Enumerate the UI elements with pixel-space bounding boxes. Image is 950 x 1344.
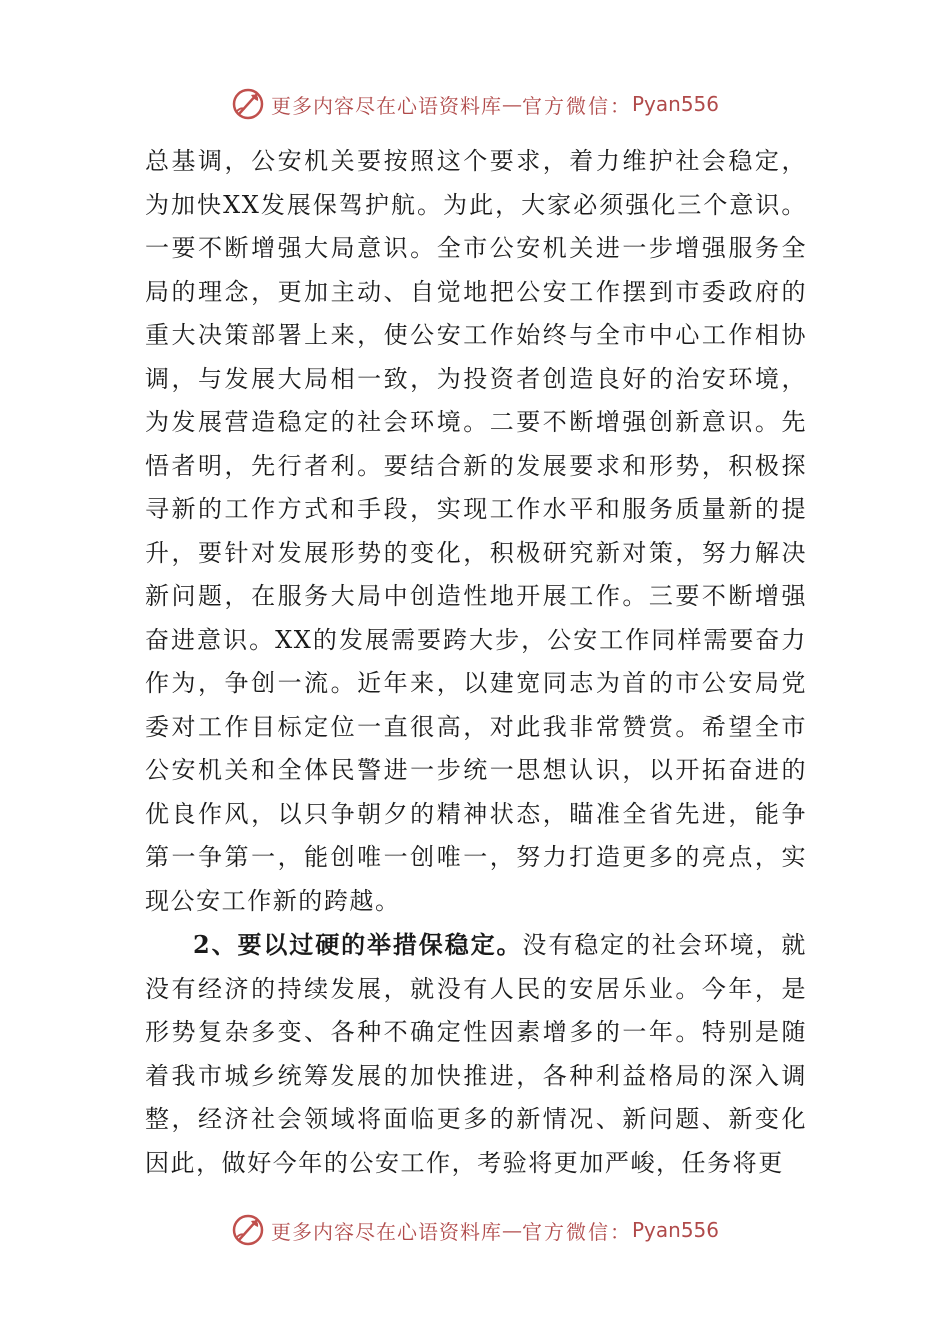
quill-logo-icon <box>231 1213 265 1247</box>
watermark-separator: — <box>501 92 522 116</box>
watermark-text: 更多内容尽在心语资料库 <box>270 1219 502 1244</box>
paragraph-2-heading: 2、要以过硬的举措保稳定。 <box>193 930 523 959</box>
watermark-separator: — <box>501 1218 522 1242</box>
wechat-label: 官方微信： <box>521 93 632 118</box>
wechat-label: 官方微信： <box>521 1219 632 1244</box>
paragraph-2-text: 没有稳定的社会环境，就没有经济的持续发展，就没有人民的安居乐业。今年，是形势复杂多变、各种不确定性因素增多的一年。特别是随着我市城乡统筹发展的加快推进，各种利益格局的深入调整，经济社会领域将面临更多的新情况、新问题、新变化因此，做好今年的公安工作，考验将更加严峻，任务将更 <box>145 931 807 1177</box>
quill-logo-icon <box>231 87 265 121</box>
footer-watermark <box>0 1210 950 1250</box>
document-body <box>145 140 807 1185</box>
wechat-id: Pyan556 <box>631 92 719 116</box>
paragraph-2 <box>145 923 807 1185</box>
watermark-text: 更多内容尽在心语资料库 <box>270 93 502 118</box>
wechat-id: Pyan556 <box>631 1218 719 1242</box>
paragraph-1: 总基调，公安机关要按照这个要求，着力维护社会稳定，为加快XX发展保驾护航。为此，大家必须强化三个意识。一要不断增强大局意识。全市公安机关进一步增强服务全局的理念，更加主动、自觉地把公安工作摆到市委政府的重大决策部署上来，使公安工作始终与全市中心工作相协调，与发展大局相一致，为投资者创造良好的治安环境，为发展营造稳定的社会环境。二要不断增强创新意识。先悟者明，先行者利。要结合新的发展要求和形势，积极探寻新的工作方式和手段，实现工作水平和服务质量新的提升，要针对发展形势的变化，积极研究新对策，努力解决新问题，在服务大局中创造性地开展工作。三要不断增强奋进意识。XX的发展需要跨大步，公安工作同样需要奋力作为，争创一流。近年来，以建宽同志为首的市公安局党委对工作目标定位一直很高，对此我非常赞赏。希望全市公安机关和全体民警进一步统一思想认识，以开拓奋进的优良作风，以只争朝夕的精神状态，瞄准全省先进，能争第一争第一，能创唯一创唯一，努力打造更多的亮点，实现公安工作新的跨越。 <box>145 147 807 915</box>
header-watermark <box>0 84 950 124</box>
